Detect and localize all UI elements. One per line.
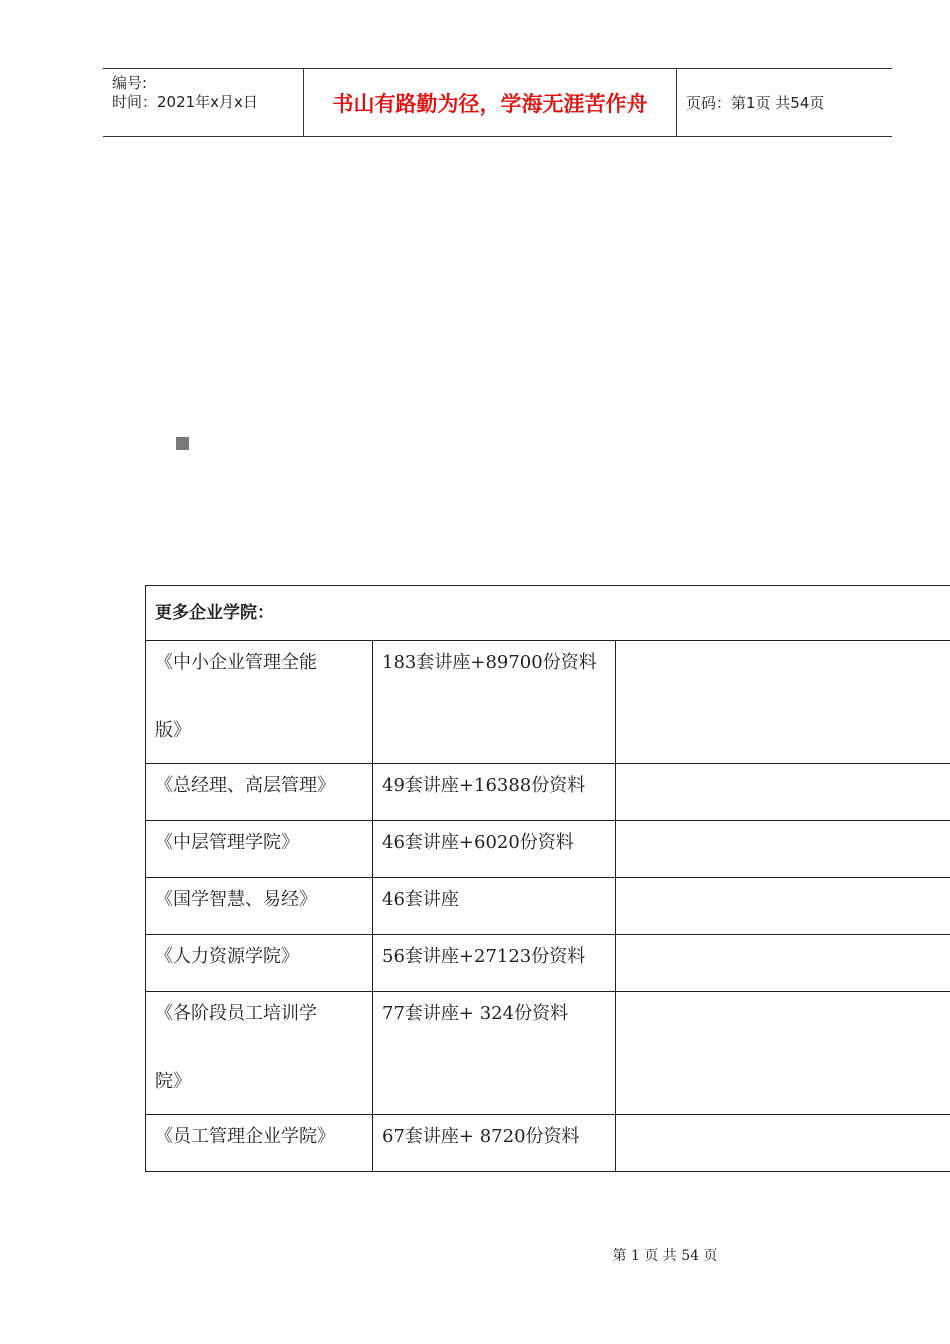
- course-content: 77套讲座+ 324份资料: [382, 1003, 569, 1024]
- table-row: [146, 1115, 950, 1172]
- course-content: 183套讲座+89700份资料: [382, 652, 597, 673]
- page-footer: 第 1 页 共 54 页: [612, 1248, 718, 1264]
- course-extra-cell: [616, 821, 950, 878]
- course-name: 《总经理、高层管理》: [155, 775, 335, 796]
- course-name-cell: [146, 641, 373, 764]
- table-row: [146, 992, 950, 1115]
- course-content: 56套讲座+27123份资料: [382, 946, 586, 967]
- course-content-cell: [373, 992, 616, 1115]
- course-extra-cell: [616, 1115, 950, 1172]
- course-name-cont: 版》: [155, 720, 191, 741]
- course-content: 49套讲座+16388份资料: [382, 775, 586, 796]
- course-name-cell: [146, 992, 373, 1115]
- table-heading-text: 更多企业学院：: [155, 603, 274, 623]
- course-name-cell: [146, 764, 373, 821]
- course-content-cell: [373, 764, 616, 821]
- page-header: [103, 68, 892, 137]
- course-name-cell: [146, 878, 373, 935]
- course-name: 《员工管理企业学院》: [155, 1126, 335, 1147]
- date-label: 时间：2021年x月x日: [112, 93, 258, 111]
- course-name-cell: [146, 1115, 373, 1172]
- course-content: 67套讲座+ 8720份资料: [382, 1126, 580, 1147]
- course-content-cell: [373, 1115, 616, 1172]
- table-row: [146, 878, 950, 935]
- course-content: 46套讲座+6020份资料: [382, 832, 574, 853]
- course-name-cont: 院》: [155, 1071, 191, 1092]
- header-page-info: 页码：第1页 共54页: [686, 94, 825, 112]
- serial-label: 编号:: [112, 74, 148, 92]
- course-extra-cell: [616, 992, 950, 1115]
- course-name-cell: [146, 935, 373, 992]
- course-extra-cell: [616, 935, 950, 992]
- course-extra-cell: [616, 641, 950, 764]
- header-meta: [103, 69, 304, 136]
- header-motto: 书山有路勤为径，学海无涯苦作舟: [304, 69, 677, 136]
- course-content: 46套讲座: [382, 889, 459, 910]
- course-extra-cell: [616, 878, 950, 935]
- course-content-cell: [373, 641, 616, 764]
- course-name: 《中小企业管理全能: [155, 652, 317, 673]
- course-content-cell: [373, 935, 616, 992]
- course-name: 《中层管理学院》: [155, 832, 299, 853]
- course-content-cell: [373, 821, 616, 878]
- course-name-cell: [146, 821, 373, 878]
- academy-table: [145, 585, 950, 1172]
- course-extra-cell: [616, 764, 950, 821]
- course-content-cell: [373, 878, 616, 935]
- table-row: [146, 641, 950, 764]
- table-row: [146, 821, 950, 878]
- course-name: 《国学智慧、易经》: [155, 889, 317, 910]
- course-name: 《各阶段员工培训学: [155, 1003, 317, 1024]
- square-bullet-icon: [176, 437, 189, 450]
- table-row: [146, 764, 950, 821]
- course-name: 《人力资源学院》: [155, 946, 299, 967]
- table-heading: [146, 586, 950, 641]
- table-row: [146, 935, 950, 992]
